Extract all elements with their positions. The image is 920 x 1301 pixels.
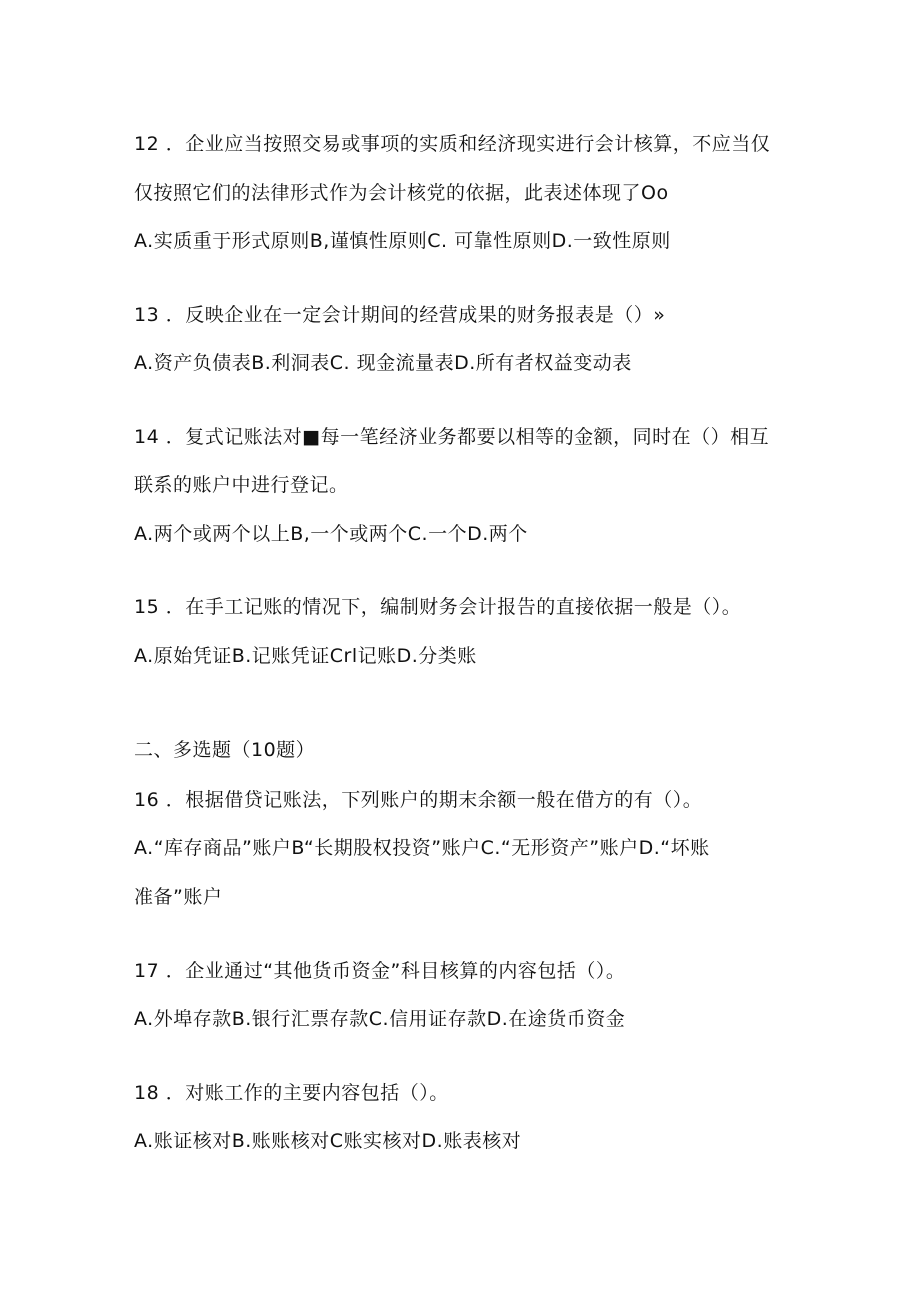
question-17-line-1: 17 ．企业通过“其他货币资金”科目核算的内容包括（）。 (134, 960, 626, 982)
question-12-line-2: 仅按照它们的法律形式作为会计核党的依据，此表述体现了Oo (134, 182, 669, 204)
question-18-line-1: 18 ．对账工作的主要内容包括（）。 (134, 1082, 449, 1104)
question-13-options: A.资产负债表B.利洞表C. 现金流量表D.所有者权益变动表 (134, 352, 632, 374)
question-15-line-1: 15 ．在手工记账的情况下，编制财务会计报告的直接依据一般是（）。 (134, 596, 742, 618)
question-16-line-1: 16 ．根据借贷记账法，下列账户的期末余额一般在借方的有（）。 (134, 789, 703, 811)
question-18-options: A.账证核对B.账账核对C账实核对D.账表核对 (134, 1130, 522, 1152)
section-heading: 二、多选题（10题） (134, 739, 316, 761)
question-16-options-2: 准备”账户 (134, 886, 223, 908)
question-14-options: A.两个或两个以上B,一个或两个C.一个D.两个 (134, 523, 528, 545)
question-16-options-1: A.“库存商品”账户B“长期股权投资”账户C.“无形资产”账户D.“坏账 (134, 837, 710, 859)
question-14-line-1: 14 ．复式记账法对■每一笔经济业务都要以相等的金额，同时在（）相互 (134, 426, 770, 448)
question-15-options: A.原始凭证B.记账凭证Crl记账D.分类账 (134, 645, 477, 667)
question-17-options: A.外埠存款B.银行汇票存款C.信用证存款D.在途货币资金 (134, 1008, 626, 1030)
question-14-line-2: 联系的账户中进行登记。 (134, 474, 349, 496)
question-12-line-1: 12 ．企业应当按照交易或事项的实质和经济现实进行会计核算，不应当仅 (134, 133, 771, 155)
question-12-options: A.实质重于形式原则B,谨慎性原则C. 可靠性原则D.一致性原则 (134, 230, 671, 252)
question-13-line-1: 13 ．反映企业在一定会计期间的经营成果的财务报表是（）» (134, 304, 666, 326)
